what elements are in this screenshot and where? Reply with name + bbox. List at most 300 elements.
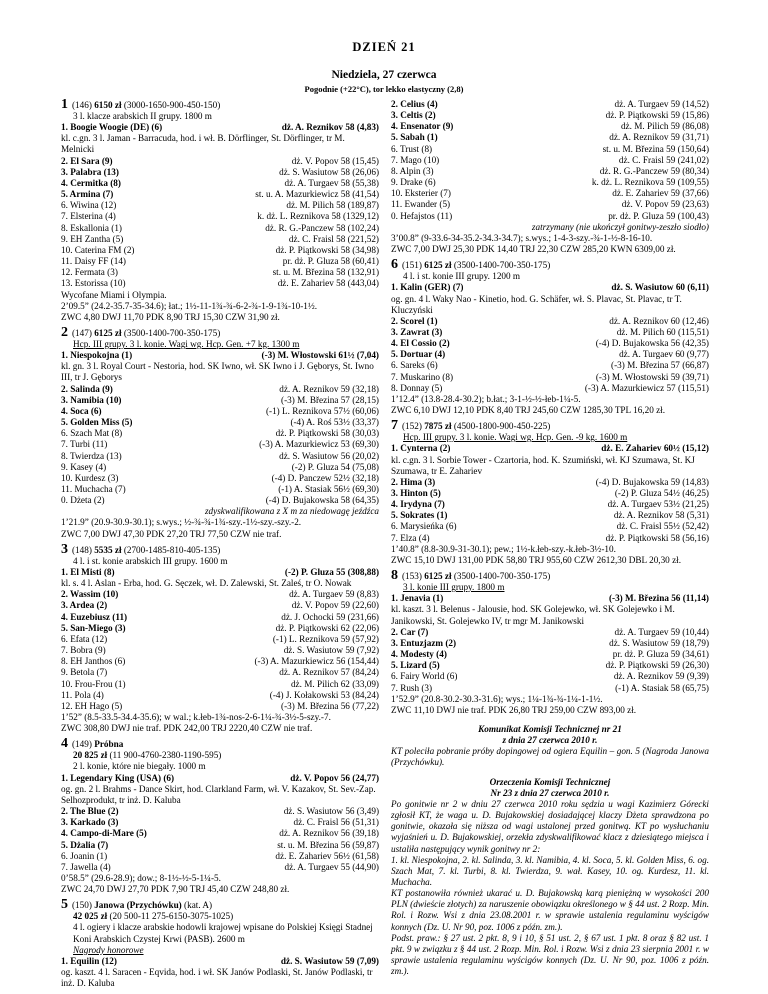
runner-row bbox=[391, 199, 709, 210]
race-note: zdyskwalifikowana z X m za niedowagę jeźdźca bbox=[204, 506, 379, 517]
race-block bbox=[391, 420, 709, 566]
runner-name: 3. Karkado (3) bbox=[61, 817, 119, 828]
runner-name: 5. Dortuar (4) bbox=[391, 349, 446, 360]
runner-jockey: dż. V. Popov 56 (24,77) bbox=[290, 772, 379, 783]
race-prize: 6125 zł bbox=[424, 260, 452, 271]
runner-row bbox=[391, 188, 709, 199]
runner-row bbox=[61, 840, 379, 851]
runner-jockey: dż. P. Piątkowski 58 (34,98) bbox=[275, 244, 379, 255]
winner-row bbox=[61, 773, 379, 784]
runner-jockey: (-1) L. Reznikova 57½ (60,06) bbox=[265, 405, 379, 416]
runner-row bbox=[61, 667, 379, 678]
runner-row bbox=[391, 627, 709, 638]
runner-name: 5. Golden Miss (5) bbox=[61, 417, 133, 428]
runner-row bbox=[391, 144, 709, 155]
race-meta: (153) bbox=[402, 571, 425, 582]
winner-info: kl. kaszt. 3 l. Belenus - Jalousie, hod. SK Golejewko, wł. SK Golejewko i M. Janikowski, St. Golejewko IV, tr mgr M. Janikowski bbox=[391, 604, 675, 626]
runner-row bbox=[61, 656, 379, 667]
runner-name: 1. Boogie Woogie (DE) (6) bbox=[61, 122, 163, 133]
race-note: zatrzymany (nie ukończył gonitwy-zeszło siodło) bbox=[531, 221, 709, 232]
communique-text: KT poleciła pobranie próby dopingowej od ogiera Equilin – gon. 5 (Nagroda Janowa (Przychówku). bbox=[391, 746, 709, 768]
runner-name: 2. Car (7) bbox=[391, 626, 429, 637]
runner-jockey: dż. E. Zahariev 58 (443,04) bbox=[277, 278, 379, 289]
race-note: 1’52.9” (20.8-30.2-30.3-31.6); wys.; 1¼-1¾-¾-1¼-1-1½. bbox=[391, 693, 603, 704]
runner-jockey: dż. M. Pilich 60 (115,51) bbox=[616, 326, 709, 337]
runner-row bbox=[61, 484, 379, 495]
runner-row bbox=[391, 533, 709, 544]
runner-name: 8. Donnay (5) bbox=[391, 382, 443, 393]
runner-row bbox=[61, 406, 379, 417]
runner-name: 3. Celtis (2) bbox=[391, 110, 436, 121]
race-split: (3500-1400-700-350-175) bbox=[451, 260, 551, 271]
runner-jockey: (-4) D. Bujakowska 58 (64,35) bbox=[265, 495, 379, 506]
runner-jockey: dż. E. Zahariev 59 (37,66) bbox=[612, 188, 709, 199]
runner-name: 1. Jenavia (1) bbox=[391, 593, 444, 604]
race-header bbox=[391, 570, 709, 582]
race-block bbox=[61, 541, 379, 735]
race-number: 3 bbox=[61, 541, 68, 557]
runner-jockey: (-4) D. Panczew 52½ (32,18) bbox=[271, 472, 379, 483]
runner-jockey: dż. A. Reznikov 58 (5,31) bbox=[613, 510, 709, 521]
runner-row bbox=[61, 439, 379, 450]
runner-jockey: (-4) D. Bujakowska 59 (14,83) bbox=[595, 476, 709, 487]
runner-name: 1. Legendary King (USA) (6) bbox=[61, 772, 175, 783]
runner-row bbox=[391, 477, 709, 488]
runner-row bbox=[391, 683, 709, 694]
runner-jockey: dż. A. Reznikov 56 (39,18) bbox=[279, 828, 379, 839]
runner-jockey: st. u. M. Březina 59 (150,64) bbox=[602, 143, 709, 154]
runner-row bbox=[61, 851, 379, 862]
winner-row bbox=[391, 593, 709, 604]
runner-jockey: dż. A. Turgaev 59 (8,83) bbox=[289, 589, 379, 600]
runner-jockey: pr. dż. P. Gluza 58 (60,41) bbox=[282, 256, 379, 267]
runner-jockey: dż. S. Wasiutow 59 (18,79) bbox=[609, 637, 709, 648]
runner-jockey: (-4) J. Kołakowski 53 (84,24) bbox=[269, 689, 379, 700]
runner-row bbox=[61, 234, 379, 245]
runner-name: 4. Soca (6) bbox=[61, 405, 102, 416]
runner-name: 7. Elza (4) bbox=[391, 532, 430, 543]
runner-name: 3. Namibia (10) bbox=[61, 394, 122, 405]
runner-jockey: dż. E. Zahariev 56½ (61,58) bbox=[275, 850, 379, 861]
runner-name: 5. San-Miego (3) bbox=[61, 622, 126, 633]
runner-row bbox=[391, 671, 709, 682]
race-conditions: 3 l. klacze arabskich II grupy. 1800 m bbox=[73, 111, 212, 121]
runner-jockey: dż. A. Turgaev 59 (10,44) bbox=[614, 626, 709, 637]
runner-name: 11. Muchacha (7) bbox=[61, 484, 126, 494]
runner-jockey: dż. S. Wasiutow 56 (20,02) bbox=[279, 450, 379, 461]
runner-name: 2. Salinda (9) bbox=[61, 383, 113, 394]
race-note: 1’21.9” (20.9-30.9-30.1); s.wys.; ½-¾-¾-1¾-szy.-1½-szy.-szy.-2. bbox=[61, 517, 302, 528]
race-split: (3500-1400-700-350-175) bbox=[451, 571, 551, 582]
race-meta: (151) bbox=[402, 260, 425, 271]
race-block bbox=[391, 570, 709, 716]
runner-row bbox=[391, 166, 709, 177]
runner-name: 4. Cermitka (8) bbox=[61, 177, 121, 188]
runner-jockey: k. dż. L. Reznikova 59 (109,55) bbox=[591, 177, 709, 188]
runner-row bbox=[61, 278, 379, 289]
runner-jockey: dż. A. Reznikov 60 (12,46) bbox=[609, 315, 709, 326]
runner-row bbox=[391, 383, 709, 394]
runner-row bbox=[61, 417, 379, 428]
runner-name: 7. Rush (3) bbox=[391, 682, 433, 693]
runner-row bbox=[61, 156, 379, 167]
runner-row bbox=[391, 510, 709, 521]
winner-info: kl. c.gn. 3 l. Sorbie Tower - Czartoria, hod. K. Szumiński, wł. KJ Szumawa, St. KJ Szumawa, tr E. Zahariev bbox=[391, 454, 695, 476]
communique-1 bbox=[391, 724, 709, 769]
runner-name: 10. Kurdesz (3) bbox=[61, 472, 119, 483]
race-prize: 5535 zł bbox=[94, 544, 122, 555]
runner-name: 4. Ensenator (9) bbox=[391, 121, 454, 132]
race-conditions-extra: 2 l. konie, które nie biegały. 1000 m bbox=[73, 761, 206, 772]
race-note: 0’58.5” (29.6-28.9); dow.; 8-1½-½-5-1¼-5. bbox=[61, 873, 221, 883]
runner-name: 6. Joanin (1) bbox=[61, 850, 108, 861]
runner-name: 5. Lizard (5) bbox=[391, 660, 440, 671]
runner-jockey: dż. M. Pilich 62 (33,09) bbox=[290, 678, 379, 689]
runner-row bbox=[61, 189, 379, 200]
race-meta: (146) bbox=[72, 100, 95, 110]
runner-name: 3. Hinton (5) bbox=[391, 488, 441, 498]
runner-jockey: pr. dż. P. Gluza 59 (34,61) bbox=[612, 649, 709, 660]
race-note: 3’00.8” (9-33.6-34-35.2-34.3-34.7); s.wys.; 1-4-3-szy.-¾-1-½-8-16-10. bbox=[391, 232, 653, 243]
winner-info: og. kaszt. 4 l. Saracen - Eqvida, hod. i wł. SK Janów Podlaski, St. Janów Podlaski, tr inż. D. Kaluba bbox=[61, 967, 373, 989]
runner-name: 9. Drake (6) bbox=[391, 177, 436, 188]
runner-row bbox=[61, 200, 379, 211]
runner-jockey: st. u. M. Březina 58 (132,91) bbox=[272, 267, 379, 278]
runner-row bbox=[391, 499, 709, 510]
winner-row bbox=[61, 350, 379, 361]
weather-line: Pogodnie (+22°C), tor lekko elastyczny (2,8) bbox=[304, 84, 464, 94]
runner-name: 12. EH Hago (5) bbox=[61, 700, 123, 711]
runner-row bbox=[391, 211, 709, 222]
runner-name: 9. Betola (7) bbox=[61, 667, 108, 678]
race-conditions bbox=[61, 911, 379, 922]
runner-row bbox=[391, 649, 709, 660]
race-header bbox=[61, 541, 379, 557]
race-block bbox=[391, 259, 709, 416]
runner-name: 5. Sokrates (1) bbox=[391, 510, 448, 521]
runner-row bbox=[391, 155, 709, 166]
winner-row bbox=[61, 122, 379, 133]
race-note: ZWC 24,70 DWJ 27,70 PDK 7,90 TRJ 45,40 CZW 248,80 zł. bbox=[61, 884, 290, 895]
runner-jockey: (-3) A. Mazurkiewicz 57 (115,51) bbox=[584, 382, 709, 393]
runner-row bbox=[391, 638, 709, 649]
race-number: 6 bbox=[391, 257, 398, 273]
runner-name: 9. Kasey (4) bbox=[61, 461, 107, 472]
runner-jockey: (-2) P. Gluza 54½ (46,25) bbox=[614, 488, 709, 498]
race-split: (3500-1400-700-350-175) bbox=[121, 327, 221, 338]
runner-jockey: dż. A. Reznikov 59 (9,39) bbox=[613, 671, 709, 682]
runner-jockey: dż. M. Pilich 59 (86,08) bbox=[620, 121, 709, 132]
runner-jockey: dż. A. Turgaev 59 (14,52) bbox=[614, 99, 709, 109]
runner-name: 3. Palabra (13) bbox=[61, 166, 119, 177]
runner-jockey: dż. A. Turgaev 60 (9,77) bbox=[619, 349, 709, 360]
winner-row bbox=[391, 282, 709, 293]
runner-name: 4. Euzebiusz (11) bbox=[61, 611, 128, 622]
date-heading: Niedziela, 27 czerwca bbox=[331, 69, 437, 81]
runner-row bbox=[391, 316, 709, 327]
runner-row bbox=[61, 612, 379, 623]
runner-row bbox=[61, 600, 379, 611]
runner-jockey: st. u. M. Březina 56 (59,87) bbox=[277, 839, 379, 850]
runner-row bbox=[61, 645, 379, 656]
runner-row bbox=[61, 589, 379, 600]
race-note: 1’52” (8.5-33.5-34.4-35.6); w wal.; k.łeb-1¾-nos-2-6-1¼-¾-3½-5-szy.-7. bbox=[61, 711, 331, 722]
runner-name: 5. Dżalia (7) bbox=[61, 839, 109, 850]
runner-row bbox=[61, 634, 379, 645]
runner-jockey: dż. A. Reznikov 57 (84,24) bbox=[279, 667, 379, 678]
runner-name: 11. Pola (4) bbox=[61, 689, 104, 700]
right-column bbox=[391, 99, 709, 977]
communique-title: Orzeczenia Komisji Technicznej bbox=[489, 776, 611, 787]
runner-name: 8. Alpin (3) bbox=[391, 165, 434, 176]
communique-date: z dnia 27 czerwca 2010 r. bbox=[502, 735, 598, 746]
race-note: ZWC 7,00 DWJ 25,30 PDK 14,40 TRJ 22,30 CZW 285,20 KWN 6309,00 zł. bbox=[391, 244, 676, 255]
runner-row bbox=[61, 211, 379, 222]
runner-name: 1. Kalin (GER) (7) bbox=[391, 282, 464, 293]
runner-name: 8. Eskallonia (1) bbox=[61, 222, 122, 233]
race-number: 4 bbox=[61, 736, 68, 752]
runner-name: 6. Sareks (6) bbox=[391, 360, 438, 371]
runner-row bbox=[391, 372, 709, 383]
runner-jockey: dż. R. G.-Panczew 58 (102,24) bbox=[265, 222, 379, 233]
runner-jockey: (-3) M. Březina 57 (28,15) bbox=[281, 394, 379, 405]
race-5-continuation bbox=[391, 99, 709, 255]
runner-jockey: (-3) M. Březina 56 (77,22) bbox=[281, 700, 379, 711]
race-number: 1 bbox=[61, 97, 68, 112]
winner-info: og. gn. 2 l. Brahms - Dance Skirt, hod. Clarkland Farm, wł. V. Kazakov, St. Sev.-Zap. Selhozprodukt, tr inż. D. Kaluba bbox=[61, 783, 376, 805]
runner-jockey: (-2) P. Gluza 54 (75,08) bbox=[291, 461, 379, 472]
runner-jockey: (-3) A. Mazurkiewicz 53 (69,30) bbox=[259, 439, 379, 450]
runner-name: 10. Frou-Frou (1) bbox=[61, 678, 126, 689]
runner-row bbox=[391, 660, 709, 671]
runner-name: 6. Wiwina (12) bbox=[61, 200, 117, 211]
winner-info: og. gn. 4 l. Waky Nao - Kinetio, hod. G. Schäfer, wł. S. Plavac, St. Plavac, tr T. Kluczyński bbox=[391, 293, 682, 315]
winner-row bbox=[61, 956, 379, 967]
runner-name: 8. EH Janthos (6) bbox=[61, 656, 126, 667]
runner-name: 2. The Blue (2) bbox=[61, 806, 119, 817]
race-prize: 7875 zł bbox=[424, 421, 452, 432]
runner-name: 7. Elsterina (4) bbox=[61, 211, 116, 222]
race-header bbox=[61, 99, 379, 111]
runner-name: 10. Caterina FM (2) bbox=[61, 244, 135, 255]
runner-row bbox=[61, 862, 379, 873]
winner-info: kl. s. 4 l. Aslan - Erba, hod. G. Sęczek, wł. D. Zalewski, St. Zaleś, tr O. Nowak bbox=[61, 578, 352, 589]
runner-row bbox=[391, 110, 709, 121]
runner-row bbox=[61, 462, 379, 473]
runner-jockey: (-3) M. Włostowski 61½ (7,04) bbox=[261, 350, 379, 361]
runner-name: 1. Equilin (12) bbox=[61, 955, 117, 966]
communique-text: KT postanowiła również ukarać u. D. Bujakowską karą pieniężną w wysokości 200 PLN (dwieście złotych) za naruszenie obowiązku określonego w § 44 ust. 2 Rozp. Min. Rol. i Rozw. Wsi z dnia 23.08.2001 r. w sprawie ustalenia regulaminu wyścigów konnych (Dz. U. Nr 90, poz. 1006 z późn. zm.). bbox=[391, 888, 709, 932]
runner-row bbox=[61, 679, 379, 690]
runner-name: 6. Trust (8) bbox=[391, 143, 433, 154]
race-note: ZWC 11,10 DWJ nie traf. PDK 26,80 TRJ 259,00 CZW 893,00 zł. bbox=[391, 704, 637, 715]
runner-row bbox=[61, 473, 379, 484]
race-note: ZWC 15,10 DWJ 131,00 PDK 58,80 TRJ 955,60 CZW 2612,30 DBL 20,30 zł. bbox=[391, 554, 681, 565]
runner-jockey: dż. S. Wasiutow 59 (7,09) bbox=[280, 955, 379, 966]
runner-jockey: (-3) M. Březina 57 (66,87) bbox=[611, 360, 709, 371]
runner-jockey: dż. V. Popov 58 (15,45) bbox=[291, 155, 379, 166]
runner-jockey: dż. E. Zahariev 60½ (15,12) bbox=[601, 443, 709, 454]
runner-name: 7. Muskarino (8) bbox=[391, 371, 454, 382]
runner-name: 2. Scorel (1) bbox=[391, 315, 438, 326]
runner-jockey: dż. A. Turgaev 55 (44,90) bbox=[284, 861, 379, 872]
race-conditions: 3 l. konie III grupy. 1800 m bbox=[403, 582, 505, 593]
runner-name: 3. Ardea (2) bbox=[61, 600, 108, 611]
communique-title: Komunikat Komisji Technicznej nr 21 bbox=[478, 723, 622, 734]
runner-row bbox=[391, 521, 709, 532]
race-note: ZWC 308,80 DWJ nie traf. PDK 242,00 TRJ 2220,40 CZW nie traf. bbox=[61, 723, 313, 734]
runner-jockey: k. dż. L. Reznikova 58 (1329,12) bbox=[257, 211, 379, 222]
runner-jockey: (-1) A. Stasiak 58 (65,75) bbox=[615, 682, 709, 693]
runner-jockey: dż. P. Piątkowski 62 (22,06) bbox=[275, 622, 379, 633]
runner-row bbox=[391, 488, 709, 499]
runner-name: 9. EH Zantha (5) bbox=[61, 233, 124, 244]
runner-jockey: dż. V. Popov 59 (23,63) bbox=[621, 199, 709, 210]
race-conditions-prize: 42 025 zł bbox=[73, 911, 108, 922]
runner-row bbox=[61, 178, 379, 189]
runner-jockey: st. u. A. Mazurkiewicz 58 (41,54) bbox=[255, 189, 379, 200]
runner-jockey: dż. P. Piątkowski 59 (15,86) bbox=[605, 110, 709, 121]
race-note: ZWC 4,80 DWJ 11,70 PDK 8,90 TRJ 15,30 CZW 31,90 zł. bbox=[61, 311, 280, 322]
runner-row bbox=[61, 167, 379, 178]
race-prize: 6125 zł bbox=[94, 327, 122, 338]
runner-row bbox=[391, 121, 709, 132]
race-meta: (148) bbox=[72, 544, 95, 555]
runner-jockey: dż. C. Fraisl 55½ (52,42) bbox=[616, 521, 709, 532]
race-conditions-rest: (20 500-11 275-6150-3075-1025) bbox=[107, 911, 234, 922]
runner-jockey: dż. M. Pilich 58 (189,87) bbox=[286, 200, 379, 211]
race-header bbox=[61, 738, 379, 750]
race-note: 1’12.4” (13.8-28.4-30.2); b.łat.; 3-1-½-½-łeb-1¼-5. bbox=[391, 393, 581, 404]
runner-row bbox=[61, 245, 379, 256]
winner-info: kl. c.gn. 3 l. Jaman - Barracuda, hod. i wł. B. Dörflinger, St. Dörflinger, tr M. Melnicki bbox=[61, 133, 345, 155]
race-block bbox=[61, 324, 379, 540]
race-conditions-prize: 20 825 zł bbox=[73, 750, 108, 761]
race-block bbox=[61, 899, 379, 989]
race-prize: Próbna bbox=[94, 739, 124, 750]
runner-jockey: dż. A. Turgaev 53½ (21,25) bbox=[607, 499, 709, 510]
runner-row bbox=[61, 428, 379, 439]
runner-jockey: dż. C. Fraisl 58 (221,52) bbox=[288, 233, 379, 244]
runner-row bbox=[61, 828, 379, 839]
race-note: ZWC 7,00 DWJ 47,30 PDK 27,20 TRJ 77,50 CZW nie traf. bbox=[61, 528, 282, 539]
runner-name: 6. Marysieńka (6) bbox=[391, 521, 457, 532]
runner-jockey: dż. A. Turgaev 58 (55,38) bbox=[284, 177, 379, 188]
runner-row bbox=[61, 267, 379, 278]
runner-jockey: dż. S. Wasiutow 58 (26,06) bbox=[279, 166, 379, 177]
runner-jockey: (-1) L. Reznikova 59 (57,92) bbox=[272, 633, 379, 644]
race-meta: (150) bbox=[72, 900, 95, 911]
race-note: 1’40.8” (8.8-30.9-31-30.1); pew.; 1½-k.łeb-szy.-k.łeb-3½-10. bbox=[391, 543, 616, 554]
runner-name: 3. Entuzjazm (2) bbox=[391, 637, 457, 648]
runner-jockey: (-2) P. Gluza 55 (308,88) bbox=[284, 566, 379, 577]
runner-name: 3. Zawrat (3) bbox=[391, 326, 443, 337]
runner-jockey: pr. dż. P. Gluza 59 (100,43) bbox=[608, 210, 709, 221]
runner-name: 7. Mago (10) bbox=[391, 154, 440, 165]
runner-name: 0. Dżeta (2) bbox=[61, 495, 105, 506]
race-number: 7 bbox=[391, 418, 398, 434]
runner-name: 4. Campo-di-Mare (5) bbox=[61, 828, 147, 839]
race-number: 2 bbox=[61, 324, 68, 340]
left-column bbox=[61, 99, 379, 993]
runner-row bbox=[391, 349, 709, 360]
runner-jockey: dż. A. Reznikov 59 (32,18) bbox=[279, 383, 379, 394]
runner-row bbox=[61, 690, 379, 701]
runner-jockey: dż. P. Piątkowski 58 (56,16) bbox=[605, 532, 709, 543]
winner-info: kl. gn. 3 l. Royal Court - Nestoria, hod. SK Iwno, wł. SK Iwno i J. Gęborys, St. Iwno III, tr J. Gęborys bbox=[61, 361, 374, 383]
runner-jockey: (-3) A. Mazurkiewicz 56 (154,44) bbox=[254, 656, 379, 667]
communique-date: Nr 23 z dnia 27 czerwca 2010 r. bbox=[490, 787, 610, 798]
runner-name: 1. Niespokojna (1) bbox=[61, 350, 133, 361]
runner-name: 4. El Cossio (2) bbox=[391, 338, 450, 349]
runner-jockey: dż. A. Reznikov 58 (4,83) bbox=[281, 122, 379, 133]
day-heading: DZIEŃ 21 bbox=[352, 40, 416, 54]
runner-name: 10. Eksterier (7) bbox=[391, 188, 451, 199]
runner-jockey: (-3) M. Włostowski 59 (39,71) bbox=[595, 371, 709, 382]
winner-row bbox=[391, 443, 709, 454]
runner-name: 7. Turbi (11) bbox=[61, 439, 108, 450]
communique-text: Po gonitwie nr 2 w dniu 27 czerwca 2010 roku sędzia u wagi Kazimierz Górecki zgłosił KT, że waga u. D. Bujakowskiej dosiadającej klaczy Dżeta sprawdzona po gonitwie, okazała się niższa od wagi ustalonej przed gonitwą. KT po wysłuchaniu wyjaśnień u. D. Bujakowskiej, orzekła zdyskwalifikować klacz z dziesiątego miejsca i ustaliła następujący wynik gonitwy nr 2: bbox=[391, 798, 709, 854]
race-header bbox=[391, 420, 709, 432]
runner-row bbox=[61, 495, 379, 506]
race-number: 8 bbox=[391, 568, 398, 584]
race-split: (kat. A) bbox=[181, 900, 213, 911]
runner-row bbox=[61, 806, 379, 817]
race-header bbox=[391, 259, 709, 271]
runner-row bbox=[391, 132, 709, 143]
runner-name: 13. Estorissa (10) bbox=[61, 278, 126, 289]
runner-jockey: dż. S. Wasiutow 59 (7,92) bbox=[283, 645, 379, 656]
race-header bbox=[61, 324, 379, 340]
runner-name: 2. Hima (3) bbox=[391, 476, 436, 487]
runner-jockey: dż. S. Wasiutow 56 (3,49) bbox=[283, 806, 379, 817]
runner-row bbox=[391, 177, 709, 188]
runner-row bbox=[391, 99, 709, 110]
runner-jockey: dż. A. Reznikov 59 (31,71) bbox=[609, 132, 709, 143]
race-conditions: 4 l. i st. konie III grupy. 1200 m bbox=[403, 271, 521, 282]
runner-name: 2. Wassim (10) bbox=[61, 589, 119, 600]
race-conditions: Hcp. III grupy. 3 l. konie. Wagi wg. Hcp. Gen. -9 kg. 1600 m bbox=[403, 432, 628, 443]
race-split: (3000-1650-900-450-150) bbox=[121, 100, 221, 110]
race-conditions: 4 l. i st. konie arabskich III grupy. 1600 m bbox=[73, 555, 228, 566]
runner-name: 6. Efata (12) bbox=[61, 633, 108, 644]
runner-jockey: (-4) D. Bujakowska 56 (42,35) bbox=[595, 338, 709, 349]
runner-jockey: (-4) A. Roś 53½ (33,37) bbox=[290, 417, 379, 428]
runner-jockey: (-3) M. Březina 56 (11,14) bbox=[608, 593, 709, 604]
runner-name: 11. Ewander (5) bbox=[391, 199, 451, 210]
runner-name: 6. Szach Mat (8) bbox=[61, 428, 123, 439]
race-conditions: Hcp. III grupy. 3 l. konie. Wagi wg. Hcp. Gen. +7 kg. 1300 m bbox=[73, 338, 300, 349]
race-header bbox=[61, 899, 379, 911]
runner-name: 8. Twierdza (13) bbox=[61, 450, 122, 461]
race-note: Wycofane Miami i Olympia. bbox=[61, 289, 167, 300]
communique-text: Podst. praw.: § 27 ust. 2 pkt. 8, 9 i 10, § 51 ust. 2, § 67 ust. 1 pkt. 8 oraz § 82 ust. 1 pkt. 9 w związku z § 44 ust. 2 Rozp. Min. Rol. i Rozw. Wsi z dnia 23 sierpnia 2001 r. w sprawie ustalenia regulaminu wyścigów konnych (Dz. U. Nr 90, poz. 1006 z późn. zm.). bbox=[391, 932, 709, 977]
runner-name: 5. Armina (7) bbox=[61, 189, 114, 200]
runner-jockey: dż. C. Fraisl 59 (241,02) bbox=[618, 154, 709, 165]
race-block bbox=[61, 738, 379, 895]
runner-name: 7. Jawella (4) bbox=[61, 861, 111, 872]
runner-row bbox=[61, 451, 379, 462]
runner-row bbox=[61, 395, 379, 406]
runner-name: 0. Hefajstos (11) bbox=[391, 210, 453, 221]
race-number: 5 bbox=[61, 897, 68, 913]
race-block bbox=[61, 99, 379, 323]
race-note: 2’09.5” (24.2-35.7-35-34.6); łat.; 1½-11-1¾-¾-6-2-¾-1-9-1¾-10-1½. bbox=[61, 300, 318, 311]
race-prize: Janowa (Przychówku) bbox=[94, 900, 182, 911]
race-meta: (147) bbox=[72, 327, 95, 338]
runner-row bbox=[391, 360, 709, 371]
runner-row bbox=[391, 327, 709, 338]
